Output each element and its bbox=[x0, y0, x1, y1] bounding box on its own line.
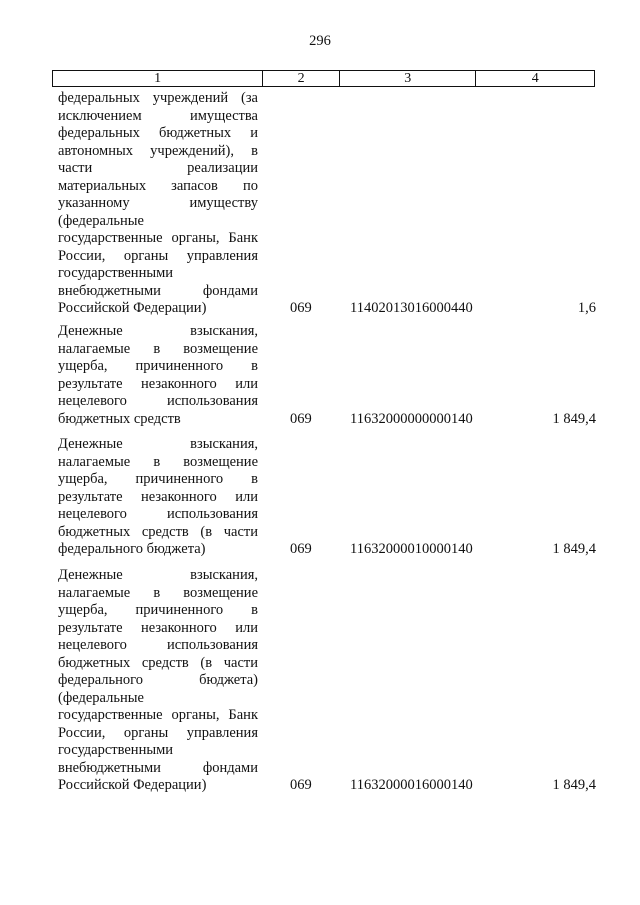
table-row bbox=[58, 90, 596, 318]
description-line: налагаемые в возмещение bbox=[58, 453, 258, 470]
row-kbk: 11402013016000440 bbox=[350, 300, 473, 316]
description-line: внебюджетными фондами bbox=[58, 759, 258, 776]
row-amount: 1,6 bbox=[577, 300, 596, 316]
description-line: России, органы управления bbox=[58, 724, 258, 741]
description-line: результате незаконного или bbox=[58, 375, 258, 392]
description-line: автономных учреждений), в bbox=[58, 142, 258, 159]
description-line: федерального бюджета) bbox=[58, 672, 258, 688]
description-line: налагаемые в возмещение bbox=[58, 340, 258, 357]
row-amount: 1 849,4 bbox=[552, 777, 596, 793]
description-line: Денежные взыскания, bbox=[58, 323, 258, 339]
row-amount: 1 849,4 bbox=[552, 410, 596, 427]
description-line: федеральных учреждений (за bbox=[58, 90, 258, 106]
description-line: материальных запасов по bbox=[58, 177, 258, 194]
row-kbk: 11632000010000140 bbox=[350, 541, 473, 557]
description-line: Денежные взыскания, bbox=[58, 567, 258, 583]
description-line: государственные органы, Банк bbox=[58, 707, 258, 723]
description-line: России, органы управления bbox=[58, 247, 258, 264]
description-line: внебюджетными фондами bbox=[58, 282, 258, 299]
description-line: государственными bbox=[58, 265, 174, 281]
description-line: государственными bbox=[58, 742, 174, 758]
row-description bbox=[58, 567, 258, 795]
description-line: федеральных бюджетных и bbox=[58, 125, 258, 141]
row-amount: 1 849,4 bbox=[552, 541, 596, 557]
description-line: налагаемые в возмещение bbox=[58, 584, 258, 601]
description-line: (федеральные bbox=[58, 689, 144, 706]
header-col-3: 3 bbox=[340, 71, 477, 86]
description-line: бюджетных средств bbox=[58, 410, 181, 427]
row-code: 069 bbox=[290, 541, 312, 557]
page-number: 296 bbox=[309, 33, 331, 49]
row-description bbox=[58, 436, 258, 559]
description-line: исключением имущества bbox=[58, 107, 258, 124]
description-line: указанному имуществу bbox=[58, 195, 258, 211]
row-code: 069 bbox=[290, 300, 312, 316]
table-row bbox=[58, 436, 596, 559]
description-line: ущерба, причиненного в bbox=[58, 471, 258, 487]
row-description bbox=[58, 90, 258, 318]
row-code: 069 bbox=[290, 410, 312, 427]
description-line: бюджетных средств (в части bbox=[58, 523, 258, 540]
description-line: ущерба, причиненного в bbox=[58, 358, 258, 374]
description-line: Денежные взыскания, bbox=[58, 436, 258, 452]
description-line: Российской Федерации) bbox=[58, 777, 207, 793]
row-description bbox=[58, 323, 258, 428]
table-header bbox=[52, 70, 595, 87]
row-kbk: 11632000000000140 bbox=[350, 410, 473, 427]
description-line: ущерба, причиненного в bbox=[58, 602, 258, 618]
description-line: бюджетных средств (в части bbox=[58, 654, 258, 671]
header-col-4: 4 bbox=[531, 71, 539, 86]
row-kbk: 11632000016000140 bbox=[350, 777, 473, 793]
description-line: государственные органы, Банк bbox=[58, 230, 258, 246]
description-line: нецелевого использования bbox=[58, 506, 258, 522]
description-line: Российской Федерации) bbox=[58, 300, 207, 316]
description-line: части реализации bbox=[58, 160, 258, 176]
description-line: нецелевого использования bbox=[58, 637, 258, 653]
header-col-2: 2 bbox=[263, 71, 340, 86]
row-code: 069 bbox=[290, 777, 312, 793]
description-line: результате незаконного или bbox=[58, 488, 258, 505]
description-line: результате незаконного или bbox=[58, 619, 258, 636]
description-line: нецелевого использования bbox=[58, 393, 258, 409]
table-row bbox=[58, 323, 596, 428]
table-row bbox=[58, 567, 596, 795]
description-line: (федеральные bbox=[58, 212, 144, 229]
header-col-1: 1 bbox=[53, 71, 263, 86]
description-line: федерального бюджета) bbox=[58, 541, 206, 557]
